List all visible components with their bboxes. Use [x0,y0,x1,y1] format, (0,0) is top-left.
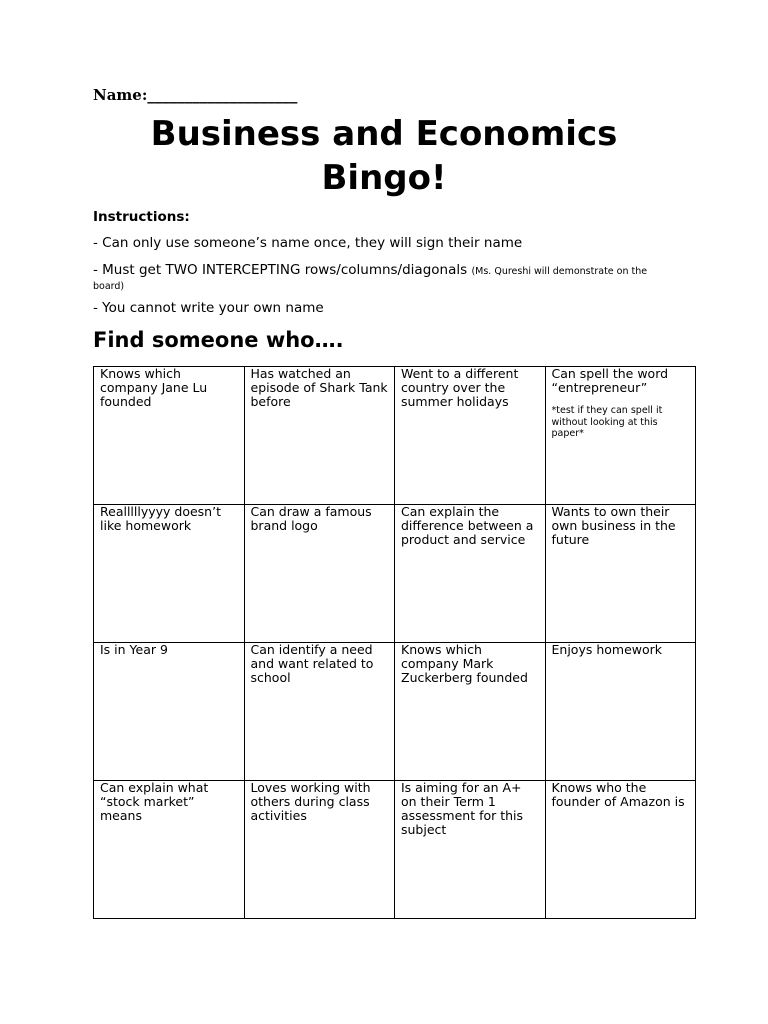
instruction-rule-1 [93,236,673,251]
instruction-rule-2-text: - Must get TWO INTERCEPTING rows/columns/diagonals [93,262,468,278]
bingo-row [94,367,696,505]
bingo-row [94,643,696,781]
bingo-cell[interactable] [545,367,696,505]
bingo-cell[interactable] [94,643,245,781]
bingo-cell[interactable] [244,505,395,643]
bingo-cell[interactable] [244,781,395,919]
name-field-label: Name:____________________ [93,86,298,104]
bingo-cell-text: Is aiming for an A+ on their Term 1 assessment for this subject [401,780,524,837]
bingo-cell-text: Can explain the difference between a product and service [401,504,534,547]
bingo-cell-text: Loves working with others during class activities [250,780,371,823]
instruction-rule-1-text: - Can only use someone’s name once, they will sign their name [93,235,523,251]
bingo-cell[interactable] [545,781,696,919]
bingo-cell-text: Has watched an episode of Shark Tank before [250,366,388,409]
bingo-cell[interactable] [94,367,245,505]
bingo-grid [93,366,696,919]
instruction-rule-2 [93,263,673,293]
instruction-rule-3 [93,301,673,316]
instructions-heading: Instructions: [93,209,190,225]
bingo-cell-text: Can spell the word “entrepreneur” [551,366,669,395]
bingo-cell-text: Can explain what “stock market” means [100,780,209,823]
bingo-cell[interactable] [244,367,395,505]
bingo-cell-text: Went to a different country over the summer holidays [401,366,519,409]
bingo-cell[interactable] [395,781,546,919]
bingo-row [94,781,696,919]
bingo-cell-text: Knows which company Mark Zuckerberg founded [401,642,528,685]
bingo-cell[interactable] [395,367,546,505]
bingo-cell[interactable] [395,505,546,643]
bingo-cell[interactable] [545,505,696,643]
bingo-cell-text: Realllllyyyy doesn’t like homework [100,504,221,533]
bingo-row [94,505,696,643]
bingo-cell[interactable] [94,781,245,919]
bingo-cell[interactable] [94,505,245,643]
bingo-cell-text: Can draw a famous brand logo [250,504,372,533]
bingo-cell[interactable] [244,643,395,781]
bingo-cell-text: Wants to own their own business in the future [551,504,676,547]
bingo-cell-text: Knows who the founder of Amazon is [551,780,685,809]
bingo-cell[interactable] [395,643,546,781]
bingo-cell-text: Knows which company Jane Lu founded [100,366,208,409]
bingo-cell-text: Can identify a need and want related to school [250,642,374,685]
instruction-rule-3-text: - You cannot write your own name [93,300,324,316]
bingo-cell[interactable] [545,643,696,781]
instruction-rule-2-note: (Ms. Qureshi will demonstrate on the board) [93,266,648,292]
page-title: Business and Economics Bingo! [150,114,618,198]
bingo-cell-text: Is in Year 9 [100,642,168,657]
bingo-cell-note: *test if they can spell it without looking at this paper* [551,405,663,439]
bingo-cell-text: Enjoys homework [551,642,663,657]
grid-heading: Find someone who…. [93,328,344,352]
